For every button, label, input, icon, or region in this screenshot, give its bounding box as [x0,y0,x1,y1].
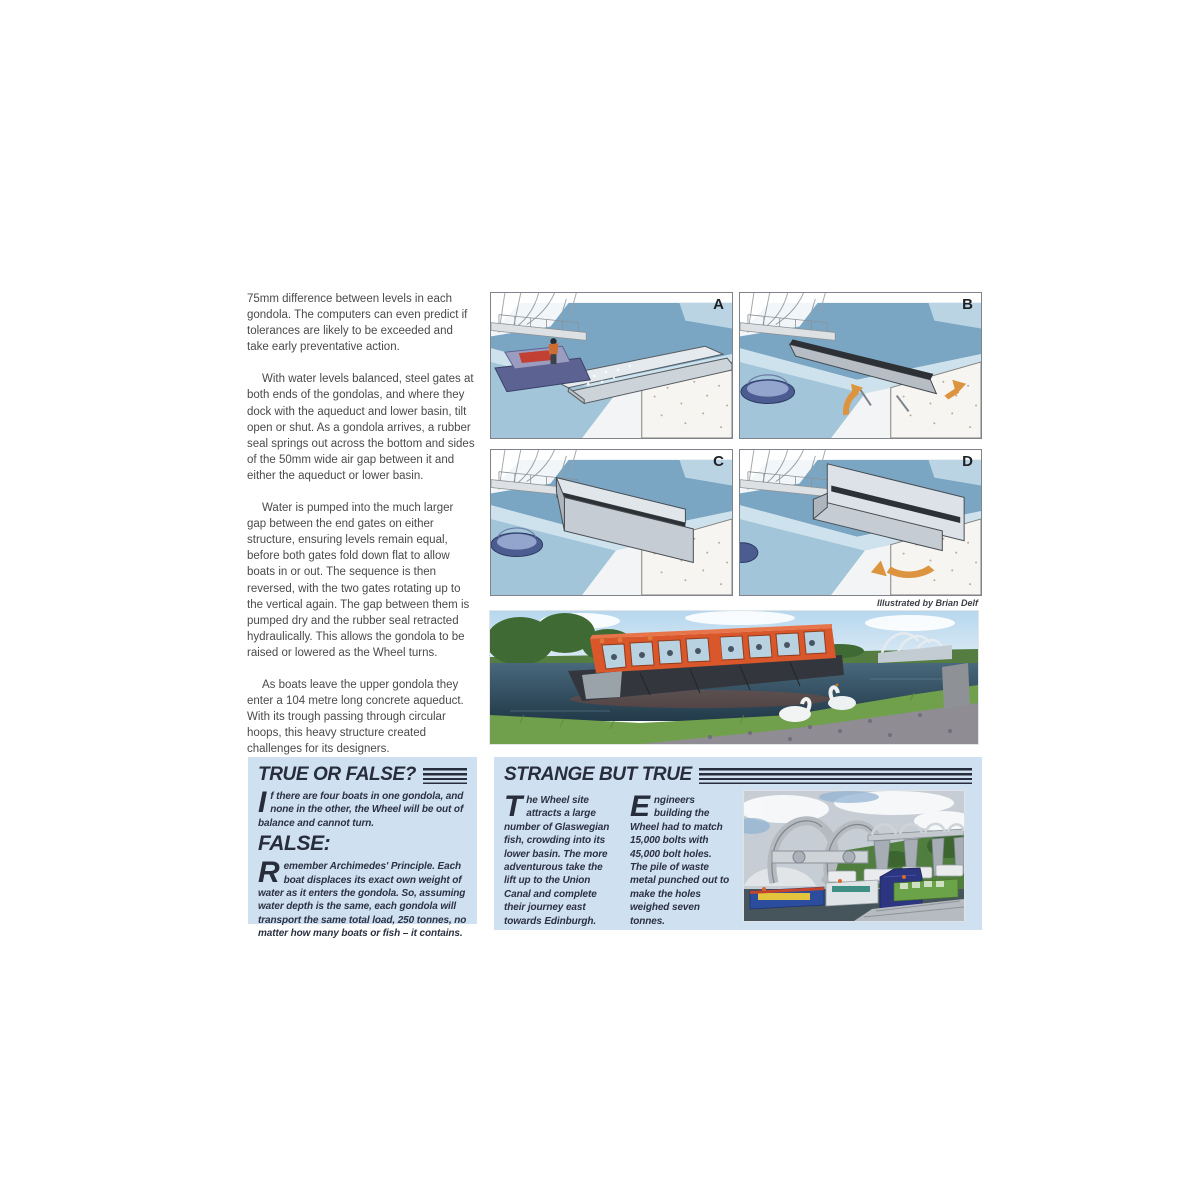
strange-but-true-content [504,790,972,928]
drop-cap: R [258,856,280,890]
claim-paragraph [258,786,467,830]
fact-paragraph-2 [630,790,730,928]
drop-cap: E [630,790,650,823]
claim-text: f there are four boats in one gondola, and none in the other, the Wheel will be out of balance and cannot turn. [258,791,464,829]
title-rules [699,768,972,784]
article-paragraph-2: With water levels balanced, steel gates at both ends of the gondolas, and where they dock with the aqueduct and lower basin, tilt open or shut. As a gondola arrives, a rubber seal springs out across the bottom and sides of the 50mm wide air gap between it and either the aqueduct or lower basin. [247,373,475,482]
true-or-false-header [258,764,467,786]
title-rules [423,768,467,784]
diagram-d-illustration [740,450,981,595]
article-paragraph-3: Water is pumped into the much larger gap between the end gates on either structure, ensuring levels remain equal, before both gates fold down flat to allow boats in or out. The sequence is then reversed, with the two gates rotating up to the vertical again. The gap between them is pumped dry and the rubber seal retracted hydraulically. This allows the gondola to be raised or lowered as the Wheel turns. [247,502,470,659]
verdict-label: FALSE: [258,832,331,856]
canal-tour-boat-photo [490,611,978,744]
panel-label-c: C [713,453,724,470]
diagram-panel-c [490,449,733,596]
gate-sequence-diagrams [490,292,982,596]
diagram-panel-b [739,292,982,439]
fact2-text: ngineers building the Wheel had to match 15,000 bolts with 45,000 bolt holes. The pile of waste metal punched out to make the holes weighed seven tonnes. [630,795,730,927]
fact-paragraph-1 [504,790,616,928]
drop-cap: I [258,786,267,819]
drop-cap: T [504,790,523,823]
strange-but-true-box [494,757,982,930]
answer-text: emember Archimedes' Principle. Each boat displaces its exact own weight of water as it enters the gondola. So, assuming water depth is the same, each gondola will transport the same total load, 250 tonnes, no matter how many boats or fish – it contains. [258,861,467,940]
article-paragraph-1: 75mm difference between levels in each gondola. The computers can even predict if tolerances are likely to be exceeded and take early preventative action. [247,293,468,354]
strange-but-true-title: STRANGE BUT TRUE [504,764,692,785]
diagram-a-illustration [491,293,732,438]
falkirk-wheel-photo-illustration [744,791,964,921]
panel-label-b: B [962,296,973,313]
falkirk-wheel-photo [744,791,964,921]
article-text-column [247,291,475,773]
fact1-text: he Wheel site attracts a large number of Glaswegian fish, crowding into its lower basin. The more adventurous take the lift up to the Union Canal and complete their journey east towards Edinburgh. [504,795,610,927]
true-or-false-title: TRUE OR FALSE? [258,764,417,785]
answer-paragraph [258,856,467,940]
diagram-c-illustration [491,450,732,595]
diagram-panel-d [739,449,982,596]
strange-but-true-header [504,764,972,786]
article-paragraph-4: As boats leave the upper gondola they enter a 104 metre long concrete aqueduct. With its trough passing through circular hoops, this heavy structure created challenges for its designers. [247,678,464,756]
diagram-panel-a [490,292,733,439]
true-or-false-box [248,757,477,940]
illustration-credit: Illustrated by Brian Delf [876,598,978,608]
canal-boat-photo-illustration [490,611,978,744]
panel-label-a: A [713,296,724,313]
panel-label-d: D [962,453,973,470]
diagram-b-illustration [740,293,981,438]
